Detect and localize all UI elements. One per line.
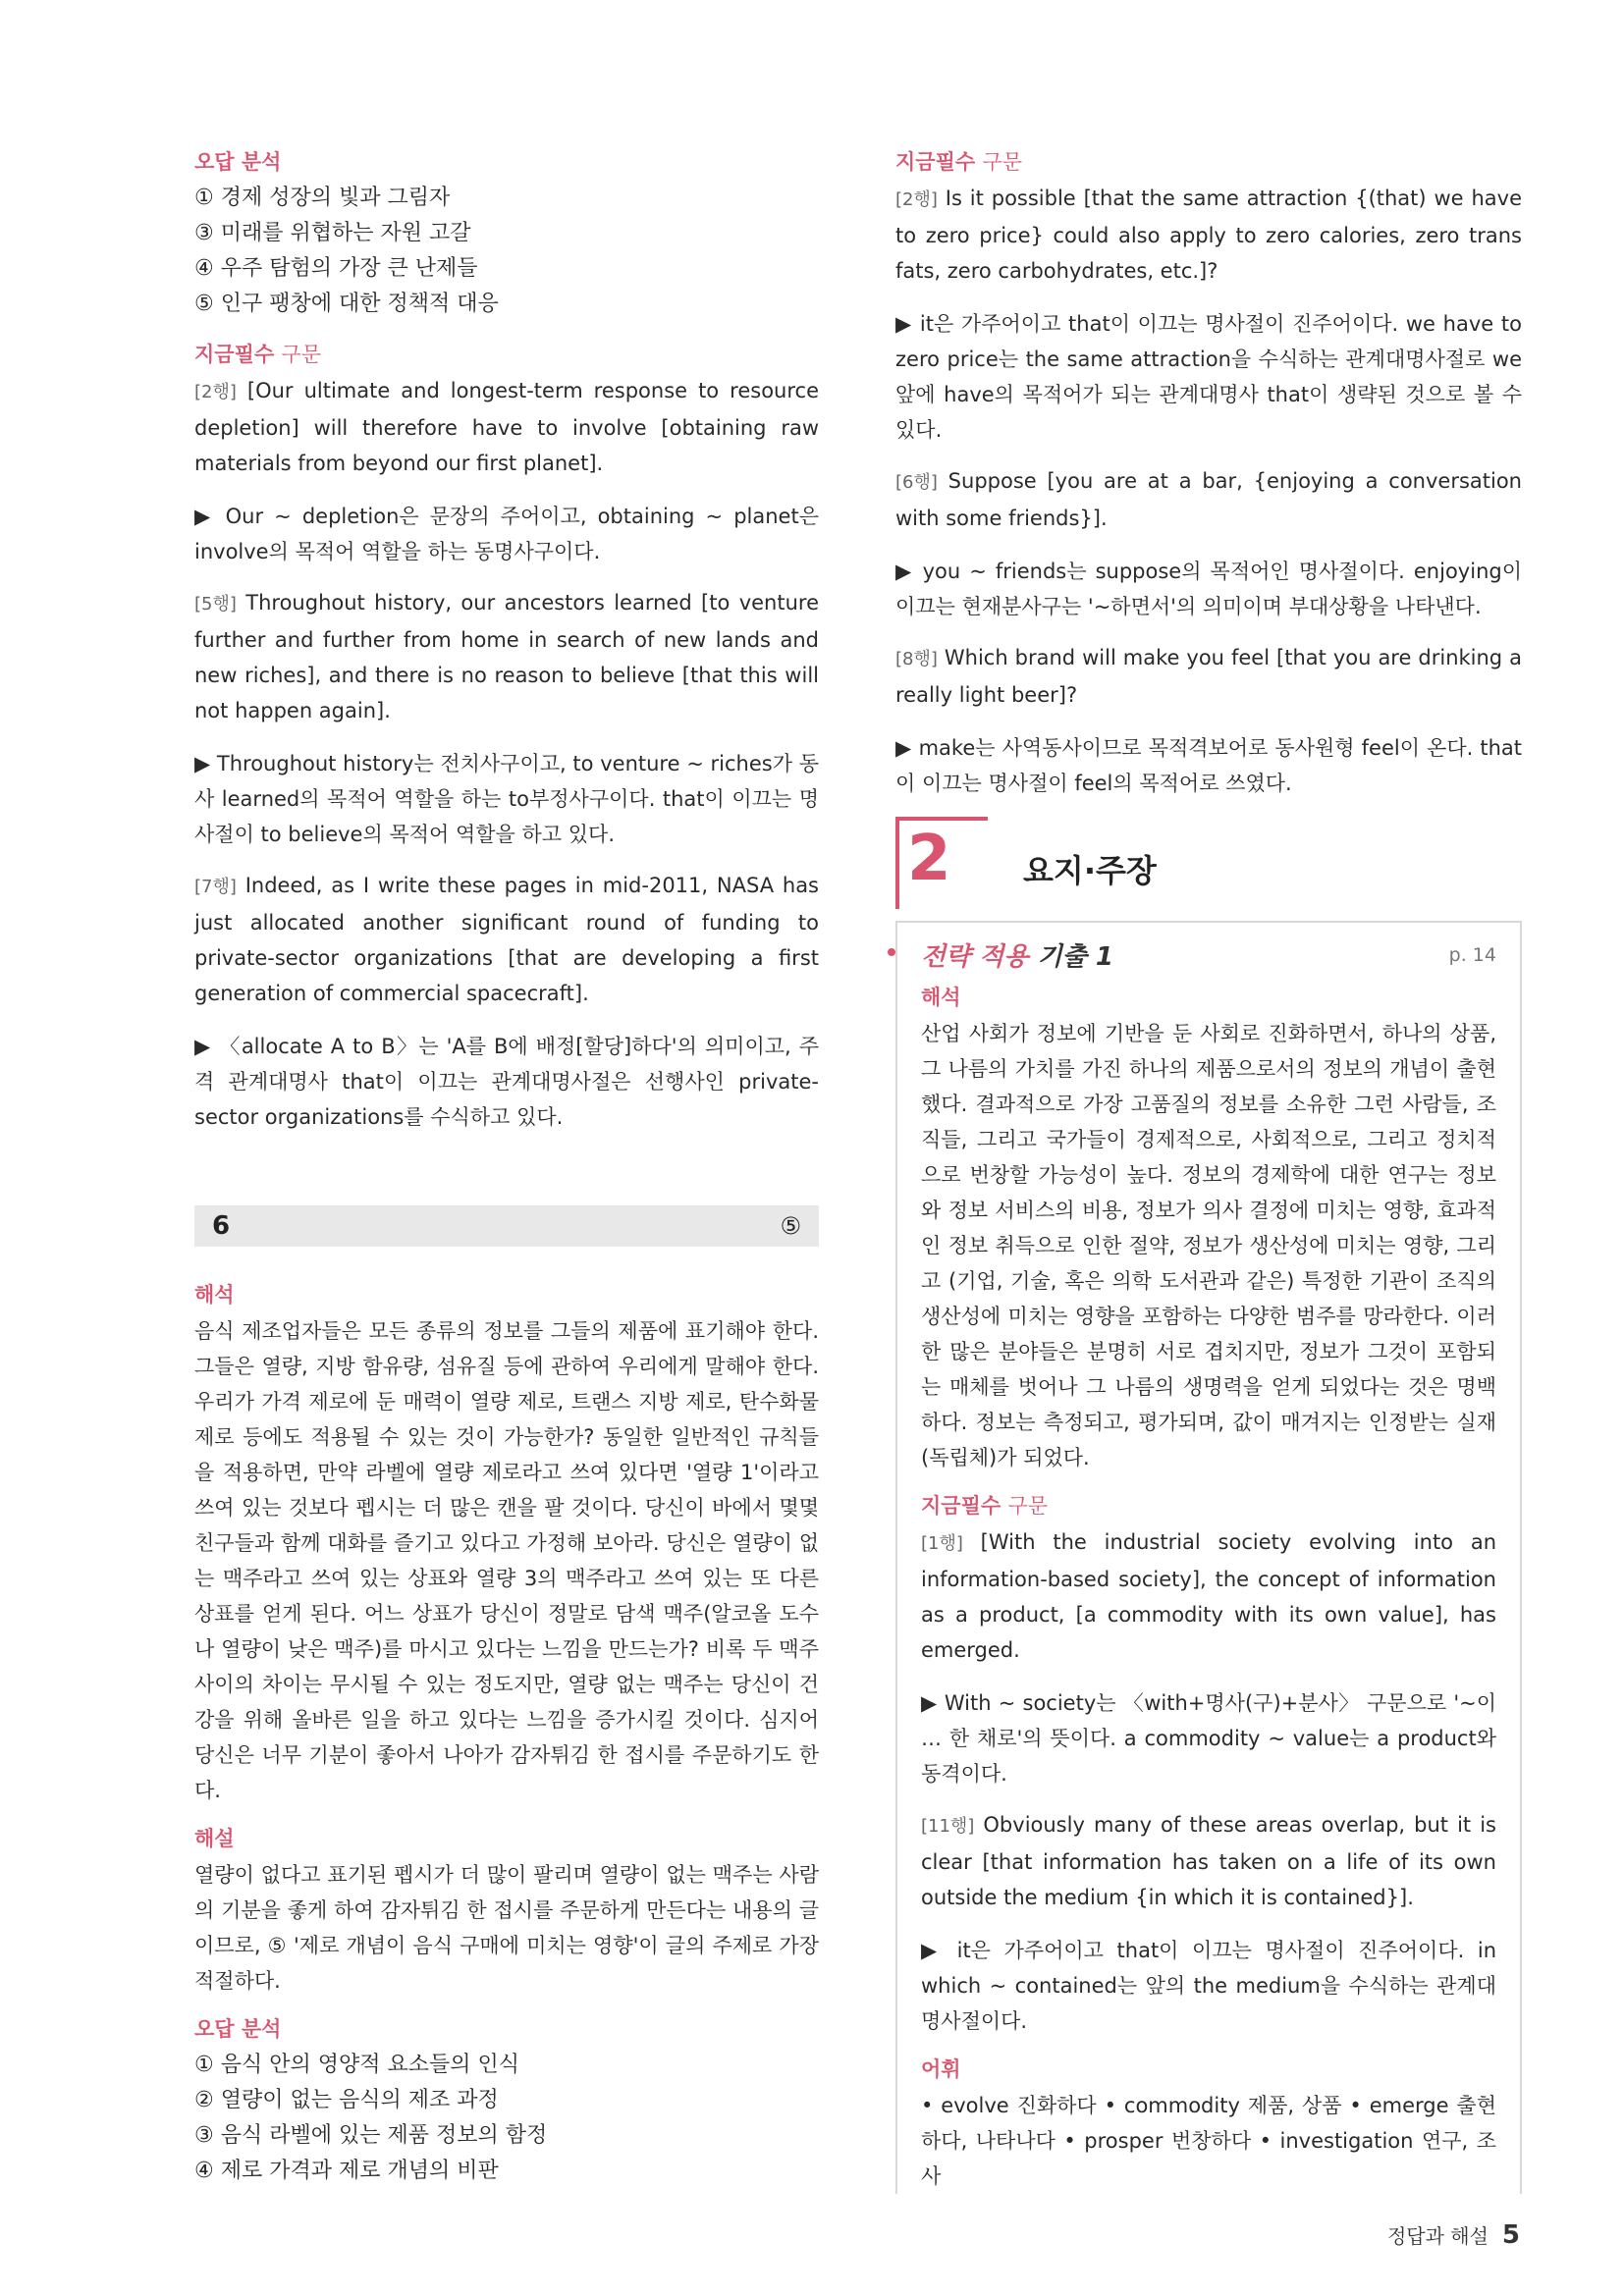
- syntax-en: [895, 463, 1522, 536]
- key-syntax-label-a: 지금필수: [194, 343, 275, 366]
- syntax-ko: ▶ With ~ society는 〈with+명사(구)+분사〉 구문으로 '~이 … 한 채로'의 뜻이다. a commodity ~ value는 a product와 동격이다.: [921, 1691, 1496, 1786]
- box-title-b: 기출 1: [1037, 942, 1113, 972]
- wrong-analysis-label: 오답 분석: [194, 2017, 282, 2041]
- question-answer: ⑤: [780, 1212, 801, 1240]
- option-item: ② 열량이 없는 음식의 제조 과정: [194, 2088, 499, 2112]
- syntax-en-text: [Our ultimate and longest-term response to resource depletion] will therefore have to involve [obtaining raw materials from beyond our first planet].: [194, 379, 819, 475]
- question-bar: [194, 1205, 819, 1247]
- key-syntax-label: [895, 147, 1522, 177]
- option-item: ④ 우주 탐험의 가장 큰 난제들: [194, 256, 478, 281]
- line-tag: [5행]: [194, 594, 237, 614]
- syntax-en-text: Is it possible [that the same attraction {(that) we have to zero price} could also apply to zero calories, zero trans fats, zero carbohydrates, etc.]?: [895, 187, 1522, 283]
- syntax-en: [895, 640, 1522, 713]
- option-item: ⑤ 인구 팽창에 대한 정책적 대응: [194, 292, 499, 316]
- option-item: ④ 제로 가격과 제로 개념의 비판: [194, 2159, 499, 2183]
- syntax-ko: ▶ make는 사역동사이므로 목적격보어로 동사원형 feel이 온다. that이 이끄는 명사절이 feel의 목적어로 쓰였다.: [895, 736, 1522, 795]
- syntax-ko: ▶ 〈allocate A to B〉는 'A를 B에 배정[할당]하다'의 의미이고, 주격 관계대명사 that이 이끄는 관계대명사절은 선행사인 private-sector organizations를 수식하고 있다.: [194, 1035, 819, 1129]
- page-number: 5: [1501, 2220, 1520, 2250]
- line-tag: [2행]: [895, 189, 938, 210]
- line-tag: [1행]: [921, 1533, 963, 1554]
- question-number: 6: [212, 1211, 231, 1241]
- vocab-label: 어휘: [921, 2057, 961, 2081]
- box-title-a: 전략 적용: [921, 942, 1029, 972]
- translation-label: 해석: [194, 1283, 235, 1307]
- syntax-en: [921, 1807, 1496, 1915]
- explanation-label: 해설: [194, 1827, 235, 1850]
- section-number: 2: [907, 823, 951, 895]
- syntax-en: [194, 585, 819, 728]
- syntax-en-text: Obviously many of these areas overlap, but it is clear [that information has taken on a life of its own outside the medium {in which it is contained}].: [921, 1813, 1496, 1909]
- syntax-en-text: Throughout history, our ancestors learned [to venture further and further from home in search of new lands and new riches], and there is no reason to believe [that this will not happen again].: [194, 591, 819, 722]
- right-column: [895, 147, 1522, 2210]
- syntax-en: [921, 1524, 1496, 1668]
- line-tag: [2행]: [194, 382, 237, 402]
- translation-text: 산업 사회가 정보에 기반을 둔 사회로 진화하면서, 하나의 상품, 그 나름의 가치를 가진 하나의 제품으로서의 정보의 개념이 출현했다. 결과적으로 가장 고품질의 정보를 소유한 그런 사람들, 조직들, 그리고 국가들이 경제적으로, 사회적으로, 그리고 정치적으로 번창할 가능성이 높다. 정보의 경제학에 대한 연구는 정보와 정보 서비스의 비용, 정보가 의사 결정에 미치는 영향, 효과적인 정보 취득으로 인한 절약, 정보가 생산성에 미치는 영향, 그리고 (기업, 기술, 혹은 의학 도서관과 같은) 특정한 기관이 조직의 생산성에 미치는 영향을 포함하는 다양한 범주를 망라한다. 이러한 많은 분야들은 분명히 서로 겹치지만, 정보가 그것이 포함되는 매체를 벗어나 그 나름의 생명력을 얻게 되었다는 것은 명백하다. 정보는 측정되고, 평가되며, 값이 매겨지는 인정받는 실재(독립체)가 되었다.: [921, 1022, 1496, 1469]
- explanation-text: 열량이 없다고 표기된 펩시가 더 많이 팔리며 열량이 없는 맥주는 사람의 기분을 좋게 하여 감자튀김 한 접시를 주문하게 만든다는 내용의 글이므로, ⑤ '제로 개념이 음식 구매에 미치는 영향'이 글의 주제로 가장 적절하다.: [194, 1863, 819, 1993]
- wrong-options-top: [194, 181, 819, 322]
- syntax-en-text: [With the industrial society evolving into an information-based society], the concept of information as a product, [a commodity with its own value], has emerged.: [921, 1530, 1496, 1662]
- option-item: ③ 미래를 위협하는 자원 고갈: [194, 221, 471, 245]
- syntax-ko: ▶ it은 가주어이고 that이 이끄는 명사절이 진주어이다. in which ~ contained는 앞의 the medium을 수식하는 관계대명사절이다.: [921, 1939, 1496, 2033]
- translation-text: 음식 제조업자들은 모든 종류의 정보를 그들의 제품에 표기해야 한다. 그들은 열량, 지방 함유량, 섬유질 등에 관하여 우리에게 말해야 한다. 우리가 가격 제로에 둔 매력이 열량 제로, 트랜스 지방 제로, 탄수화물 제로 등에도 적용될 수 있는 것이 가능한가? 동일한 일반적인 규칙들을 적용하면, 만약 라벨에 열량 제로라고 쓰여 있다면 '열량 1'이라고 쓰여 있는 것보다 펩시는 더 많은 캔을 팔 것이다. 당신이 바에서 몇몇 친구들과 함께 대화를 즐기고 있다고 가정해 보아라. 당신은 열량이 없는 맥주라고 쓰여 있는 상표와 열량 3의 맥주라고 쓰여 있는 또 다른 상표를 얻게 된다. 어느 상표가 당신이 정말로 담색 맥주(알코올 도수나 열량이 낮은 맥주)를 마시고 있다는 느낌을 만드는가? 비록 두 맥주 사이의 차이는 무시될 수 있는 정도지만, 열량 없는 맥주는 당신이 건강을 위해 올바른 일을 하고 있다는 느낌을 증가시킬 것이다. 심지어 당신은 너무 기분이 좋아서 나아가 감자튀김 한 접시를 주문하기도 한다.: [194, 1319, 819, 1802]
- key-syntax-label: [194, 340, 819, 369]
- box-page-ref: p. 14: [1448, 943, 1496, 966]
- key-syntax-label-a: 지금필수: [921, 1494, 1001, 1518]
- syntax-ko: ▶ you ~ friends는 suppose의 목적어인 명사절이다. enjoying이 이끄는 현재분사구는 '~하면서'의 의미이며 부대상황을 나타낸다.: [895, 560, 1522, 618]
- syntax-en: [895, 181, 1522, 289]
- line-tag: [8행]: [895, 649, 938, 669]
- option-item: ① 음식 안의 영양적 요소들의 인식: [194, 2053, 519, 2077]
- footer-label: 정답과 해설: [1386, 2224, 1489, 2248]
- wrong-analysis-label: 오답 분석: [194, 150, 282, 174]
- syntax-ko: ▶ Our ~ depletion은 문장의 주어이고, obtaining ~ planet은 involve의 목적어 역할을 하는 동명사구이다.: [194, 505, 819, 563]
- syntax-en: [194, 373, 819, 481]
- syntax-ko: ▶ it은 가주어이고 that이 이끄는 명사절이 진주어이다. we have to zero price는 the same attraction을 수식하는 관계대명사절로 we 앞에 have의 목적어가 되는 관계대명사 that이 생략된 것으로 볼 수 있다.: [895, 312, 1522, 442]
- key-syntax-label-b: 구문: [281, 343, 322, 366]
- strategy-box: [895, 921, 1522, 2194]
- key-syntax-label: [921, 1491, 1496, 1521]
- box-header: [921, 936, 1496, 973]
- line-tag: [6행]: [895, 472, 938, 493]
- line-tag: [11행]: [921, 1816, 975, 1837]
- syntax-ko: ▶ Throughout history는 전치사구이고, to venture ~ riches가 동사 learned의 목적어 역할을 하는 to부정사구이다. that이 이끄는 명사절이 to believe의 목적어 역할을 하고 있다.: [194, 752, 819, 846]
- key-syntax-label-b: 구문: [982, 150, 1023, 174]
- vocab-text: • evolve 진화하다 • commodity 제품, 상품 • emerge 출현하다, 나타나다 • prosper 번창하다 • investigation 연구, 조사: [921, 2094, 1496, 2188]
- syntax-en-text: Indeed, as I write these pages in mid-2011, NASA has just allocated another significant round of funding to private-sector organizations [that are developing a first generation of commercial spacecraft].: [194, 874, 819, 1005]
- wrong-options-bottom: [194, 2048, 819, 2189]
- box-title: [921, 936, 1113, 973]
- line-tag: [7행]: [194, 877, 237, 897]
- section-title: 요지·주장: [1023, 852, 1157, 889]
- key-syntax-label-b: 구문: [1007, 1494, 1049, 1518]
- key-syntax-label-a: 지금필수: [895, 150, 976, 174]
- bullet-dot-icon: [888, 948, 895, 956]
- section-header: [895, 817, 1522, 911]
- syntax-en-text: Suppose [you are at a bar, {enjoying a conversation with some friends}].: [895, 469, 1522, 530]
- option-item: ③ 음식 라벨에 있는 제품 정보의 함정: [194, 2123, 548, 2148]
- syntax-en-text: Which brand will make you feel [that you are drinking a really light beer]?: [895, 646, 1522, 707]
- page-footer: [1387, 2220, 1520, 2250]
- syntax-en: [194, 868, 819, 1011]
- translation-label: 해석: [921, 986, 961, 1009]
- option-item: ① 경제 성장의 빛과 그림자: [194, 186, 451, 210]
- left-column: [194, 147, 819, 2207]
